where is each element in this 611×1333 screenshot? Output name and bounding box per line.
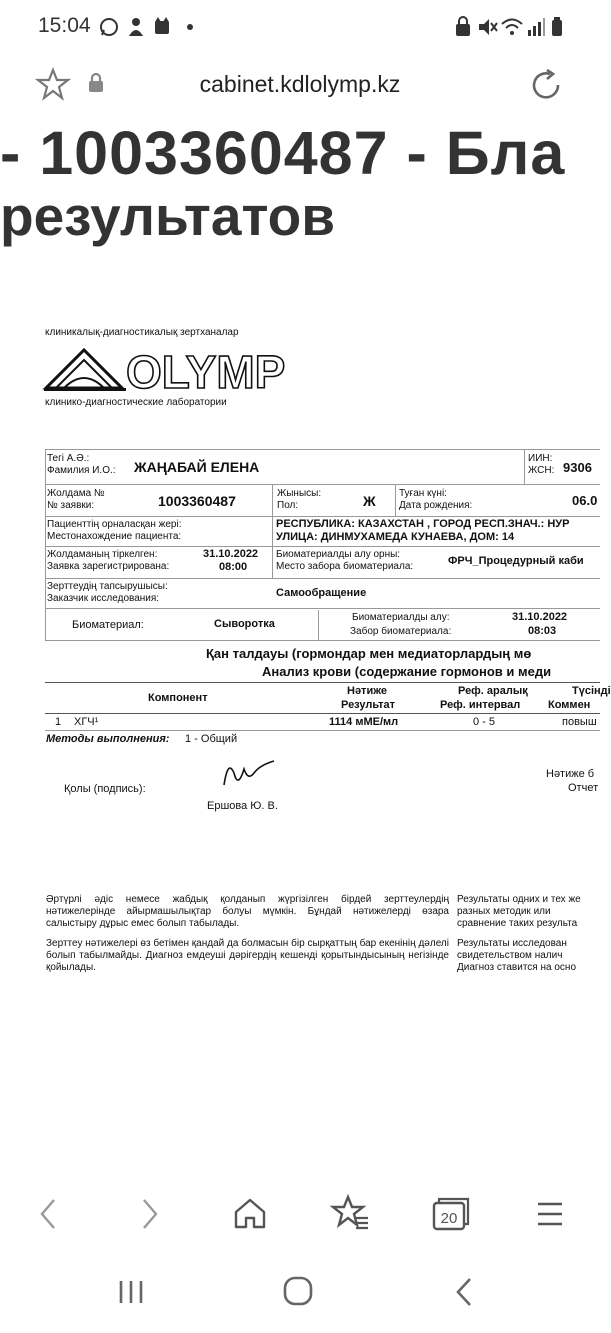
table-row-no: 1 — [55, 716, 62, 728]
section-title-kz: Қан талдауы (гормондар мен медиаторлардың мө — [206, 646, 532, 661]
disclaimer-ru-2a: Результаты исследован — [457, 938, 567, 949]
table-row-result: 1114 мМЕ/мл — [329, 716, 399, 728]
patient-birth-date: 06.0 — [572, 493, 598, 508]
disclaimer-kz-2: Зерттеу нәтижелері өз бетімен қандай да болмасын бір сырқаттың бар екенінің дәлелі болып табылмайды. Диагноз емдеуші дәрігердің кешенді қорытындысының негізінде қойылады. — [46, 938, 449, 973]
tabs-icon[interactable] — [430, 1194, 470, 1234]
signature-image — [218, 755, 278, 795]
page-title-line1: - 1003360487 - Бла — [0, 119, 566, 187]
col-result-kz: Нәтиже — [347, 685, 387, 697]
dot-icon — [185, 16, 195, 38]
home-icon[interactable] — [232, 1196, 268, 1232]
name-label-ru: Фамилия И.О.: — [47, 465, 116, 476]
iin-label-ru: ЖСН: — [528, 465, 555, 476]
disclaimer-ru-2c: Диагноз ставится на осно — [457, 962, 576, 973]
iin-label-kz: ИИН: — [528, 453, 553, 464]
system-nav-bar — [0, 1255, 600, 1333]
result-note-1: Нәтиже б — [546, 768, 595, 780]
url-text[interactable]: cabinet.kdlolymp.kz — [199, 71, 401, 97]
patient-name: ЖАҢАБАЙ ЕЛЕНА — [134, 459, 260, 475]
customer-label-ru: Заказчик исследования: — [47, 593, 160, 604]
olymp-logo — [44, 338, 299, 398]
registered-label-kz: Жолдаманың тіркелген: — [47, 549, 158, 560]
collection-label-kz: Биоматериалды алу: — [352, 612, 450, 623]
browser-url-bar — [0, 55, 600, 113]
name-label-kz: Тегі А.Ә.: — [47, 453, 90, 464]
location-label-kz: Пациенттің орналасқан жері: — [47, 519, 182, 530]
tabs-count: 20 — [440, 1210, 458, 1227]
collection-date: 31.10.2022 — [512, 611, 568, 623]
location-line2: УЛИЦА: ДИНМУХАМЕДА КУНАЕВА, ДОМ: 14 — [276, 531, 515, 543]
patient-iin: 9306 — [563, 460, 592, 475]
home-circle-icon[interactable] — [280, 1273, 316, 1309]
back-chevron-icon[interactable] — [450, 1275, 482, 1309]
location-label-ru: Местонахождение пациента: — [47, 531, 182, 542]
bookmark-star-icon[interactable] — [330, 1194, 370, 1234]
whatsapp-icon — [98, 16, 120, 38]
logo-brand-text: OLYMP — [126, 346, 286, 398]
table-row-comment: повыш — [562, 716, 597, 728]
order-label-kz: Жолдама № — [47, 488, 105, 499]
registered-date: 31.10.2022 — [203, 548, 259, 560]
disclaimer-ru-1b: разных методик или — [457, 906, 551, 917]
biomaterial: Сыворотка — [214, 618, 275, 630]
order-label-ru: № заявки: — [47, 500, 95, 511]
logo-bottom-text: клинико-диагностические лаборатории — [45, 397, 227, 408]
sex-label-ru: Пол: — [277, 500, 299, 511]
disclaimer-ru-1c: сравнение таких результа — [457, 918, 578, 929]
notification-icon — [126, 16, 146, 38]
customer-label-kz: Зерттеудің тапсырушысы: — [47, 581, 168, 592]
col-ref-kz: Реф. аралық — [458, 685, 528, 697]
page-heading — [0, 119, 600, 252]
menu-icon[interactable] — [534, 1198, 566, 1230]
col-component: Компонент — [148, 692, 208, 704]
birth-label-ru: Дата рождения: — [399, 500, 473, 511]
back-icon[interactable] — [34, 1196, 62, 1232]
sex-label-kz: Жынысы: — [277, 488, 322, 499]
disclaimer-ru-2b: свидетельством налич — [457, 950, 563, 961]
reload-icon[interactable] — [528, 67, 564, 103]
logo-top-text: клиникалық-диагностикалық зертханалар — [45, 327, 239, 338]
col-ref-ru: Реф. интервал — [440, 699, 521, 711]
status-bar — [0, 0, 600, 55]
section-title-ru: Анализ крови (содержание гормонов и меди — [262, 664, 552, 679]
status-time: 15:04 — [38, 14, 91, 37]
table-row-component: ХГЧ¹ — [74, 716, 99, 728]
sample-place-label-kz: Биоматериалды алу орны: — [276, 549, 401, 560]
wifi-icon — [500, 16, 524, 38]
col-result-ru: Результат — [341, 699, 396, 711]
birth-label-kz: Туған күні: — [399, 488, 447, 499]
biomaterial-label: Биоматериал: — [72, 619, 144, 631]
collection-time: 08:03 — [528, 625, 557, 637]
table-row-ref: 0 - 5 — [473, 716, 496, 728]
browser-bottom-nav — [0, 1180, 600, 1250]
signal-icon — [526, 16, 546, 38]
col-comment-kz: Түсінді — [572, 685, 611, 697]
disclaimer-ru-1a: Результаты одних и тех же — [457, 894, 581, 905]
mute-icon — [476, 16, 498, 38]
sample-place-label-ru: Место забора биоматериала: — [276, 561, 414, 572]
lab-result-document — [0, 322, 611, 1002]
page-title-line2: результатов — [0, 185, 336, 247]
result-note-2: Отчет — [568, 782, 599, 794]
signer-name: Ершова Ю. В. — [207, 800, 278, 812]
battery-icon — [550, 16, 564, 38]
lock-icon — [454, 16, 472, 38]
recent-apps-icon[interactable] — [114, 1275, 148, 1309]
registered-time: 08:00 — [219, 561, 248, 573]
cat-app-icon — [152, 16, 172, 38]
order-number: 1003360487 — [158, 493, 236, 509]
collection-label-ru: Забор биоматериала: — [350, 626, 452, 637]
sample-place: ФРЧ_Процедурный каби — [448, 555, 584, 567]
disclaimer-kz-1: Әртүрлі әдіс немесе жабдық қолданып жүргізілген бірдей зерттеулердің нәтижелерінде айырмашылықтар болуы мүмкін. Бұндай нәтижелерді өзара салыстыру дұрыс емес болып табылады. — [46, 894, 449, 929]
forward-icon[interactable] — [136, 1196, 164, 1232]
location-line1: РЕСПУБЛИКА: КАЗАХСТАН , ГОРОД РЕСП.ЗНАЧ.: НУР — [276, 518, 570, 530]
col-comment-ru: Коммен — [548, 699, 591, 711]
methods-value: 1 - Общий — [185, 733, 238, 745]
patient-sex: Ж — [363, 493, 376, 509]
customer: Самообращение — [276, 587, 367, 599]
methods-label: Методы выполнения: — [46, 733, 170, 745]
registered-label-ru: Заявка зарегистрирована: — [47, 561, 170, 572]
signature-label: Қолы (подпись): — [64, 783, 146, 795]
